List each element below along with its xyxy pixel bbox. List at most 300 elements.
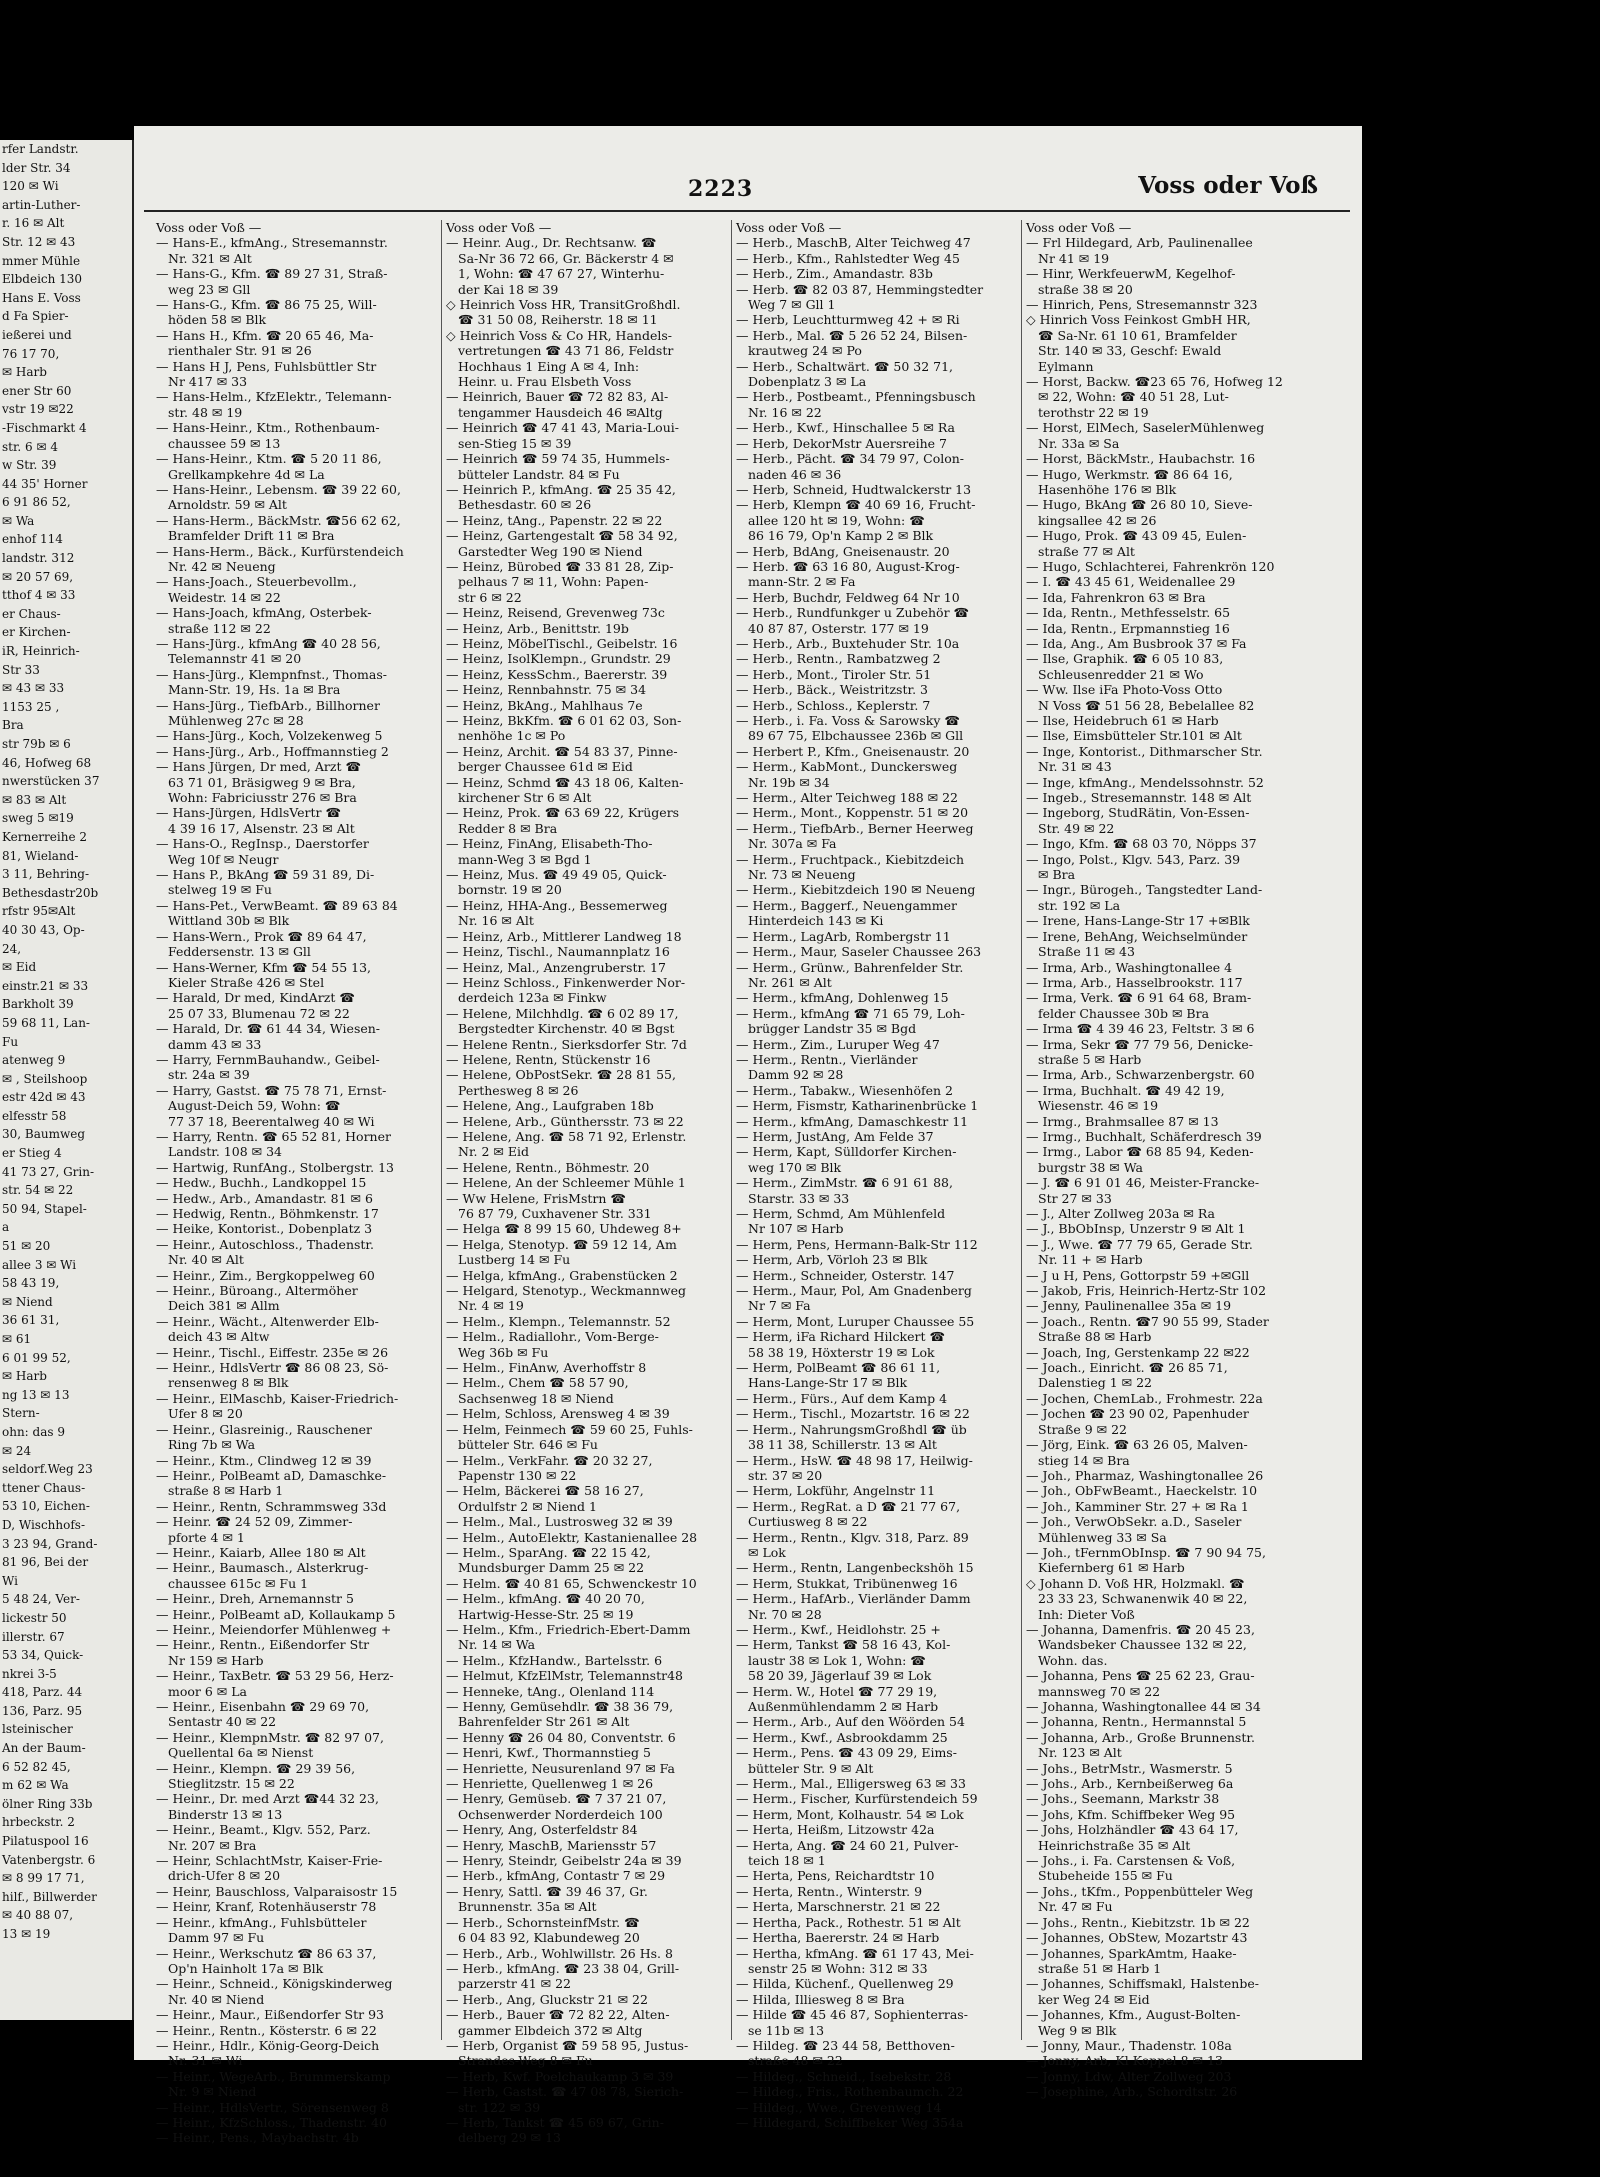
directory-entry-line: — Heinz, Mus. ☎ 49 49 05, Quick-: [446, 867, 667, 883]
directory-entry-line: — Herb., Rentn., Rambatzweg 2: [736, 651, 941, 667]
left-page-line: 51 ✉ 20: [2, 1239, 51, 1254]
left-page-line: ✉ , Steilshoop: [2, 1071, 88, 1086]
directory-entry-line: — Herta, Marschnerstr. 21 ✉ 22: [736, 1899, 941, 1915]
directory-entry-line: — Herm., Pens. ☎ 43 09 29, Eims-: [736, 1745, 957, 1761]
directory-entry-line: — Herm, Schmd, Am Mühlenfeld: [736, 1206, 946, 1221]
directory-entry-line: sen-Stieg 15 ✉ 39: [458, 435, 572, 451]
directory-entry-line: — Herb., Ang, Gluckstr 21 ✉ 22: [446, 1991, 648, 2007]
directory-entry-line: Starstr. 33 ✉ 33: [748, 1190, 850, 1206]
directory-entry-line: — Helm., SparAng. ☎ 22 15 42,: [446, 1544, 651, 1560]
directory-entry-line: — Heinr., Autoschloss., Thadenstr.: [156, 1236, 375, 1252]
directory-entry-line: — Herb., Rundfunkger u Zubehör ☎: [736, 605, 970, 621]
directory-entry-line: — Heinr., Meiendorfer Mühlenweg +: [156, 1621, 392, 1637]
directory-entry-line: — Johanna, Arb., Große Brunnenstr.: [1026, 1729, 1255, 1745]
directory-entry-line: — Herm., Kwf., Asbrookdamm 25: [736, 1729, 948, 1745]
directory-entry-line: Kieler Straße 426 ✉ Stel: [168, 974, 325, 990]
directory-entry-line: — Helm. ☎ 40 81 65, Schwenckestr 10: [446, 1575, 697, 1591]
left-page-line: 136, Parz. 95: [2, 1703, 83, 1718]
directory-entry-line: — Jonny, Maur., Thadenstr. 108a: [1026, 2037, 1232, 2053]
directory-entry-line: — Herm, JustAng, Am Felde 37: [736, 1128, 934, 1144]
directory-entry-line: Str 27 ✉ 33: [1038, 1190, 1112, 1206]
directory-entry-line: — Herm, iFa Richard Hilckert ☎: [736, 1329, 946, 1345]
directory-entry-line: Dobenplatz 3 ✉ La: [748, 374, 867, 390]
directory-entry-line: — Herb, Organist ☎ 59 58 95, Justus-: [446, 2037, 689, 2053]
directory-entry-line: — Henny ☎ 26 04 80, Conventstr. 6: [446, 1729, 676, 1745]
directory-entry-line: — Heinr, Kranf, Rotenhäuserstr 78: [156, 1899, 377, 1915]
directory-entry-line: mann-Str. 2 ✉ Fa: [748, 574, 856, 590]
directory-entry-line: — Helm., Mal., Lustrosweg 32 ✉ 39: [446, 1514, 673, 1530]
left-page-line: ohn: das 9: [2, 1424, 65, 1439]
directory-entry-line: — Helga ☎ 8 99 15 60, Uhdeweg 8+: [446, 1221, 682, 1237]
directory-entry-line: — Herm., RegRat. a D ☎ 21 77 67,: [736, 1498, 961, 1514]
directory-entry-line: — Henry, Sattl. ☎ 39 46 37, Gr.: [446, 1883, 648, 1899]
directory-entry-line: — Heinr., Dreh, Arnemannstr 5: [156, 1591, 354, 1607]
left-page-line: ✉ Eid: [2, 960, 37, 975]
directory-entry-line: straße 8 ✉ Harb 1: [168, 1483, 284, 1499]
left-page-line: Fu: [2, 1034, 19, 1049]
column-4: [1026, 220, 1306, 2100]
directory-entry-line: straße 51 ✉ Harb 1: [1038, 1960, 1162, 1976]
directory-entry-line: straße 48 ✉ 22: [748, 2053, 843, 2069]
directory-entry-line: — Helm., Chem ☎ 58 57 90,: [446, 1375, 629, 1391]
directory-entry-line: Dalenstieg 1 ✉ 22: [1038, 1375, 1153, 1391]
directory-entry-line: ker Weg 24 ✉ Eid: [1038, 1991, 1150, 2007]
directory-entry-line: deich 43 ✉ Altw: [168, 1329, 270, 1345]
directory-entry-line: rensenweg 8 ✉ Blk: [168, 1375, 289, 1391]
directory-entry-line: — Irma, Arb., Schwarzenbergstr. 60: [1026, 1067, 1255, 1083]
directory-entry-line: — Ida, Rentn., Methfesselstr. 65: [1026, 605, 1231, 621]
directory-entry-line: — Helm, Bäckerei ☎ 58 16 27,: [446, 1483, 644, 1499]
directory-entry-line: Nr 159 ✉ Harb: [168, 1652, 264, 1668]
directory-entry-line: Weg 10f ✉ Neugr: [168, 851, 279, 867]
left-page-line: tthof 4 ✉ 33: [2, 588, 76, 603]
directory-entry-line: Bergstedter Kirchenstr. 40 ✉ Bgst: [458, 1021, 675, 1037]
directory-entry-line: 76 87 79, Cuxhavener Str. 331: [458, 1206, 652, 1221]
directory-entry-line: Stieglitzstr. 15 ✉ 22: [168, 1776, 295, 1792]
directory-entry-line: — Jenny, Paulinenallee 35a ✉ 19: [1026, 1298, 1232, 1314]
directory-entry-line: chaussee 59 ✉ 13: [168, 435, 281, 451]
directory-entry-line: — Irma, Sekr ☎ 77 79 56, Denicke-: [1026, 1036, 1253, 1052]
left-page-line: a: [2, 1220, 10, 1235]
directory-entry-line: — Herm., Kiebitzdeich 190 ✉ Neueng: [736, 882, 976, 898]
directory-entry-line: — Henri, Kwf., Thormannstieg 5: [446, 1745, 651, 1761]
left-page-line: 1153 25 ,: [2, 699, 60, 714]
left-page-line: str 79b ✉ 6: [2, 737, 71, 751]
directory-entry-line: Landstr. 108 ✉ 34: [168, 1144, 282, 1160]
directory-entry-line: — Heinr., WegeArb., Brummerskamp: [156, 2068, 391, 2084]
directory-entry-line: — Herb, Schneid, Hudtwalckerstr 13: [736, 481, 972, 497]
directory-entry-line: str. 48 ✉ 19: [168, 404, 243, 420]
directory-entry-line: — Herta, Ang. ☎ 24 60 21, Pulver-: [736, 1837, 959, 1853]
left-page-line: ✉ Niend: [2, 1294, 53, 1309]
directory-entry-line: — Joach, Ing, Gerstenkamp 22 ✉22: [1026, 1344, 1250, 1360]
directory-entry-line: — Hans-Jürgen, HdlsVertr ☎: [156, 805, 342, 821]
directory-entry-line: Binderstr 13 ✉ 13: [168, 1806, 283, 1822]
left-page-line: 6 01 99 52,: [2, 1350, 71, 1365]
directory-entry-line: — Herm., Fischer, Kurfürstendeich 59: [736, 1791, 978, 1807]
directory-entry-line: 25 07 33, Blumenau 72 ✉ 22: [168, 1005, 350, 1021]
left-page-line: ✉ 40 88 07,: [2, 1908, 74, 1923]
directory-entry-line: — Heinz, Reisend, Grevenweg 73c: [446, 605, 665, 621]
left-page-line: ✉ Harb: [2, 365, 47, 380]
directory-entry-line: — Ilse, Eimsbütteler Str.101 ✉ Alt: [1026, 728, 1242, 744]
directory-entry-line: — Helm., AutoElektr, Kastanienallee 28: [446, 1529, 698, 1545]
directory-entry-line: terothstr 22 ✉ 19: [1038, 404, 1149, 420]
directory-entry-line: Arnoldstr. 59 ✉ Alt: [168, 497, 287, 513]
directory-entry-line: naden 46 ✉ 36: [748, 466, 842, 482]
directory-entry-line: — Joh., tFernmObInsp. ☎ 7 90 94 75,: [1026, 1544, 1266, 1560]
directory-entry-line: — Heinr., Eisenbahn ☎ 29 69 70,: [156, 1699, 370, 1714]
directory-entry-line: — Ingo, Polst., Klgv. 543, Parz. 39: [1026, 851, 1241, 867]
left-page-line: hrbeckstr. 2: [2, 1815, 75, 1830]
directory-entry-line: — Hans-Jürg., Koch, Volzekenweg 5: [156, 728, 383, 744]
directory-entry-line: — Johanna, Washingtonallee 44 ✉ 34: [1026, 1699, 1261, 1714]
directory-entry-line: — Herb., Mont., Tiroler Str. 51: [736, 666, 932, 682]
directory-entry-line: str. 192 ✉ La: [1038, 897, 1121, 913]
directory-entry-line: — Harald, Dr med, KindArzt ☎: [156, 990, 355, 1006]
directory-entry-line: — Hildeg., Wwe., Grevenweg 14: [736, 2099, 942, 2115]
left-page-line: str. 54 ✉ 22: [2, 1183, 74, 1198]
column-divider: [1021, 220, 1022, 2040]
directory-entry-line: — Herm., kfmAng, Damaschkestr 11: [736, 1113, 969, 1129]
directory-entry-line: ✉ 22, Wohn: ☎ 40 51 28, Lut-: [1038, 389, 1229, 405]
directory-entry-line: 40 87 87, Osterstr. 177 ✉ 19: [748, 620, 929, 636]
directory-entry-line: — Hugo, Prok. ☎ 43 09 45, Eulen-: [1026, 528, 1247, 544]
directory-entry-line: Nr. 2 ✉ Eid: [458, 1144, 529, 1160]
directory-entry-line: — Hugo, Werkmstr. ☎ 86 64 16,: [1026, 466, 1233, 482]
directory-entry-line: — Hans-Helm., KfzElektr., Telemann-: [156, 389, 392, 405]
left-page-line: ttener Chaus-: [2, 1480, 86, 1495]
left-page-line: 44 35' Horner: [2, 476, 88, 491]
directory-entry-line: — Herb, Buchdr, Feldweg 64 Nr 10: [736, 589, 960, 605]
directory-entry-line: Hartwig-Hesse-Str. 25 ✉ 19: [458, 1606, 634, 1622]
directory-entry-line: — Heinr., KlempnMstr. ☎ 82 97 07,: [156, 1729, 384, 1745]
directory-entry-line: — Johannes, Schiffsmakl, Halstenbe-: [1026, 1976, 1259, 1992]
directory-entry-line: Nr. 40 ✉ Niend: [168, 1991, 265, 2007]
left-page-line: 30, Baumweg: [2, 1127, 86, 1142]
directory-entry-line: — Harry, Rentn. ☎ 65 52 81, Horner: [156, 1128, 391, 1144]
directory-entry-line: — Joh., VerwObSekr. a.D., Saseler: [1026, 1514, 1242, 1530]
directory-entry-line: — Ww Helene, FrisMstrn ☎: [446, 1190, 626, 1206]
directory-entry-line: ☎ 31 50 08, Reiherstr. 18 ✉ 11: [458, 312, 658, 328]
directory-entry-line: — Hans-Jürg., TiefbArb., Billhorner: [156, 697, 380, 713]
directory-entry-line: Hans-Lange-Str 17 ✉ Blk: [748, 1375, 908, 1391]
left-page-line: allee 3 ✉ Wi: [2, 1257, 77, 1272]
directory-entry-line: Damm 92 ✉ 28: [748, 1067, 844, 1083]
directory-entry-line: — Hertha, kfmAng. ☎ 61 17 43, Mei-: [736, 1945, 974, 1961]
directory-entry-line: Ufer 8 ✉ 20: [168, 1406, 243, 1422]
directory-entry-line: — Heinz, BkAng., Mahlhaus 7e: [446, 697, 643, 713]
left-page-line: Vatenbergstr. 6: [2, 1852, 96, 1867]
column-divider: [731, 220, 732, 2040]
directory-entry-line: — Hans-Pet., VerwBeamt. ☎ 89 63 84: [156, 897, 398, 913]
directory-entry-line: — Irmg., Brahmsallee 87 ✉ 13: [1026, 1113, 1219, 1129]
directory-entry-line: Str. 49 ✉ 22: [1038, 820, 1115, 836]
directory-entry-line: — Herb., SchornsteinfMstr. ☎: [446, 1914, 640, 1930]
directory-entry-line: — Horst, ElMech, SaselerMühlenweg: [1026, 420, 1265, 436]
directory-entry-line: Curtiusweg 8 ✉ 22: [748, 1514, 868, 1530]
directory-entry-line: Brunnenstr. 35a ✉ Alt: [458, 1899, 597, 1915]
left-page-line: Pilatuspool 16: [2, 1834, 89, 1849]
directory-entry-line: — Herb., Bäck., Weistritzstr. 3: [736, 682, 928, 698]
left-page-line: w Str. 39: [2, 458, 57, 473]
left-page-line: Bra: [2, 718, 24, 733]
directory-entry-line: — Helene, Ang. ☎ 58 71 92, Erlenstr.: [446, 1128, 687, 1144]
directory-entry-line: — Herm., NahrungsmGroßhdl ☎ üb: [736, 1421, 967, 1437]
directory-entry-line: — Hans-Jürg., Klempnfnst., Thomas-: [156, 666, 388, 682]
directory-entry-line: — Heinr, SchlachtMstr, Kaiser-Frie-: [156, 1853, 383, 1869]
directory-entry-line: — Herm, Arb, Vörloh 23 ✉ Blk: [736, 1252, 928, 1268]
directory-entry-line: ◇ Heinrich Voss HR, TransitGroßhdl.: [446, 297, 681, 313]
directory-entry-line: — Herm., Maur, Saseler Chaussee 263: [736, 944, 982, 960]
directory-entry-line: — Helm., Klempn., Telemannstr. 52: [446, 1313, 671, 1329]
directory-entry-line: — Heinrich ☎ 47 41 43, Maria-Loui-: [446, 420, 679, 436]
left-page-line: einstr.21 ✉ 33: [2, 978, 89, 993]
directory-entry-line: Mundsburger Damm 25 ✉ 22: [458, 1560, 645, 1576]
directory-entry-line: — Hedw., Arb., Amandastr. 81 ✉ 6: [156, 1190, 373, 1206]
left-page-line: atenweg 9: [2, 1053, 66, 1068]
left-page-line: 6 91 86 52,: [2, 495, 71, 510]
directory-entry-line: — Heinr., PolBeamt aD, Damaschke-: [156, 1467, 387, 1483]
directory-entry-line: — Ilse, Graphik. ☎ 6 05 10 83,: [1026, 651, 1224, 667]
left-page-line: 81, Wieland-: [2, 848, 79, 863]
left-page-line: mmer Mühle: [2, 253, 81, 268]
directory-entry-line: — Helene, Rentn, Stückenstr 16: [446, 1051, 651, 1067]
directory-entry-line: — Heinz, MöbelTischl., Geibelstr. 16: [446, 635, 678, 651]
directory-entry-line: str. 37 ✉ 20: [748, 1467, 823, 1483]
directory-entry-line: N Voss ☎ 51 56 28, Bebelallee 82: [1038, 697, 1255, 713]
directory-entry-line: Straße 11 ✉ 43: [1038, 944, 1135, 960]
directory-entry-line: — Herm., Zim., Luruper Weg 47: [736, 1036, 940, 1052]
directory-entry-line: — Irma ☎ 4 39 46 23, Feltstr. 3 ✉ 6: [1026, 1021, 1255, 1037]
directory-entry-line: — Heinrich ☎ 59 74 35, Hummels-: [446, 451, 670, 467]
directory-entry-line: — Heinr., Hdlr., König-Georg-Deich: [156, 2037, 380, 2053]
directory-entry-line: — Heinz, Arb., Mittlerer Landweg 18: [446, 928, 682, 944]
column-3: [736, 220, 1016, 2130]
directory-entry-line: Ring 7b ✉ Wa: [168, 1437, 256, 1453]
directory-entry-line: — Johannes, Kfm., August-Bolten-: [1026, 2007, 1241, 2023]
left-page-line: ✉ 83 ✉ Alt: [2, 792, 67, 807]
directory-entry-line: Weidestr. 14 ✉ 22: [168, 589, 281, 605]
left-page-line: lder Str. 34: [2, 160, 71, 175]
left-page-line: hilf., Billwerder: [2, 1889, 97, 1904]
directory-entry-line: — Hans Jürgen, Dr med, Arzt ☎: [156, 759, 362, 775]
left-page-line: 81 96, Bei der: [2, 1555, 89, 1570]
directory-entry-line: — Helm., Kfm., Friedrich-Ebert-Damm: [446, 1621, 691, 1637]
left-page-line: rfer Landstr.: [2, 142, 79, 156]
directory-entry-line: Kiefernberg 61 ✉ Harb: [1038, 1560, 1185, 1576]
directory-entry-line: — Harry, Gastst. ☎ 75 78 71, Ernst-: [156, 1082, 387, 1098]
directory-entry-line: — Helm, Schloss, Arensweg 4 ✉ 39: [446, 1406, 670, 1422]
directory-entry-line: — Herb., Arb., Buxtehuder Str. 10a: [736, 635, 960, 651]
directory-entry-line: — Herb, Leuchtturmweg 42 + ✉ Ri: [736, 312, 960, 328]
directory-entry-line: — J. ☎ 6 91 01 46, Meister-Francke-: [1026, 1175, 1260, 1191]
directory-entry-line: — Jakob, Fris, Heinrich-Hertz-Str 102: [1026, 1283, 1267, 1299]
directory-entry-line: Stubeheide 155 ✉ Fu: [1038, 1868, 1173, 1884]
directory-entry-line: — Herm., Grünw., Bahrenfelder Str.: [736, 959, 964, 975]
directory-entry-line: Grellkampkehre 4d ✉ La: [168, 466, 325, 482]
directory-entry-line: Straße 9 ✉ 22: [1038, 1421, 1128, 1437]
directory-entry-line: — Irma, Arb., Washingtonallee 4: [1026, 959, 1233, 975]
directory-entry-line: — Helene, An der Schleemer Mühle 1: [446, 1175, 686, 1191]
directory-entry-line: — Irene, BehAng, Weichselmünder: [1026, 928, 1248, 944]
directory-entry-line: brügger Landstr 35 ✉ Bgd: [748, 1021, 917, 1037]
directory-entry-line: — Jochen, ChemLab., Frohmestr. 22a: [1026, 1390, 1263, 1406]
directory-entry-line: mannsweg 70 ✉ 22: [1038, 1683, 1161, 1699]
directory-entry-line: — Hans-Heinr., Ktm. ☎ 5 20 11 86,: [156, 451, 382, 467]
left-page-line: d Fa Spier-: [2, 309, 69, 324]
left-page-line: ng 13 ✉ 13: [2, 1387, 70, 1402]
directory-entry-line: — Herm, Kapt, Sülldorfer Kirchen-: [736, 1144, 957, 1160]
directory-entry-line: — Hildegard, Schiffbeker Weg 354a: [736, 2114, 964, 2130]
directory-entry-line: Heinrichstraße 35 ✉ Alt: [1038, 1837, 1191, 1853]
directory-entry-line: bütteler Str. 646 ✉ Fu: [458, 1437, 598, 1453]
directory-entry-line: — Herm. W., Hotel ☎ 77 29 19,: [736, 1683, 938, 1699]
directory-entry-line: 38 11 38, Schillerstr. 13 ✉ Alt: [748, 1437, 937, 1453]
directory-entry-line: Straße 88 ✉ Harb: [1038, 1329, 1152, 1345]
directory-entry-line: derdeich 123a ✉ Finkw: [458, 990, 607, 1006]
directory-entry-line: Inh: Dieter Voß: [1038, 1606, 1135, 1622]
directory-entry-line: Wiesenstr. 46 ✉ 19: [1038, 1098, 1159, 1114]
directory-entry-line: — Herb., Schloss., Keplerstr. 7: [736, 697, 931, 713]
left-page-line: Elbdeich 130: [2, 272, 83, 287]
directory-entry-line: — Hans H J, Pens, Fuhlsbüttler Str: [156, 358, 377, 374]
directory-entry-line: — Heinr., Klempn. ☎ 29 39 56,: [156, 1760, 356, 1776]
directory-entry-line: Nr 41 ✉ 19: [1038, 250, 1110, 266]
directory-entry-line: — Heinz Schloss., Finkenwerder Nor-: [446, 974, 686, 990]
directory-entry-line: — Heinz, Archit. ☎ 54 83 37, Pinne-: [446, 743, 678, 759]
directory-entry-line: — Herb, Gastst. ☎ 47 08 78, Sierich-: [446, 2084, 684, 2100]
directory-entry-line: — Herm, Tankst ☎ 58 16 43, Kol-: [736, 1637, 951, 1653]
left-page-line: 24,: [2, 941, 22, 956]
directory-entry-line: — Henneke, tAng., Olenland 114: [446, 1683, 655, 1699]
column-head: Voss oder Voß —: [156, 220, 262, 235]
directory-entry-line: — Johanna, Damenfris. ☎ 20 45 23,: [1026, 1621, 1255, 1637]
directory-entry-line: — Helga, Stenotyp. ☎ 59 12 14, Am: [446, 1236, 677, 1252]
directory-entry-line: — Herm, PolBeamt ☎ 86 61 11,: [736, 1360, 941, 1376]
left-page-line: 13 ✉ 19: [2, 1927, 51, 1941]
directory-entry-line: — J u H, Pens, Gottorpstr 59 +✉Gll: [1026, 1267, 1250, 1283]
directory-entry-line: weg 170 ✉ Blk: [748, 1159, 842, 1175]
left-page-line: 36 61 31,: [2, 1313, 60, 1328]
directory-entry-line: Ochsenwerder Norderdeich 100: [458, 1806, 663, 1822]
directory-entry-line: — Henriette, Quellenweg 1 ✉ 26: [446, 1776, 654, 1792]
left-page-line: r. 16 ✉ Alt: [2, 216, 65, 231]
directory-entry-line: — Henriette, Neusurenland 97 ✉ Fa: [446, 1760, 675, 1776]
directory-entry-line: — Hildeg. ☎ 23 44 58, Betthoven-: [736, 2037, 955, 2053]
directory-entry-line: ✉ Lok: [748, 1544, 786, 1560]
column-head: Voss oder Voß —: [1026, 220, 1132, 235]
directory-entry-line: bütteler Landstr. 84 ✉ Fu: [458, 466, 620, 482]
directory-entry-line: — Hans-O., RegInsp., Daerstorfer: [156, 836, 369, 852]
directory-entry-line: str. 24a ✉ 39: [168, 1067, 250, 1083]
left-page-line: ✉ 61: [2, 1332, 32, 1346]
directory-entry-line: — Heinz, Rennbahnstr. 75 ✉ 34: [446, 682, 647, 698]
directory-entry-line: Nr. 207 ✉ Bra: [168, 1837, 257, 1853]
directory-entry-line: mann-Weg 3 ✉ Bgd 1: [458, 851, 592, 867]
directory-entry-line: Ordulfstr 2 ✉ Niend 1: [458, 1498, 597, 1514]
directory-entry-line: ◇ Johann D. Voß HR, Holzmakl. ☎: [1026, 1575, 1245, 1591]
directory-entry-line: — Herta, Pens, Reichardtstr 10: [736, 1868, 935, 1884]
directory-page: [134, 126, 1362, 2146]
directory-entry-line: senstr 25 ✉ Wohn: 312 ✉ 33: [748, 1960, 928, 1976]
directory-entry-line: — Hildeg., Fris., Rothenbaumch. 22: [736, 2084, 964, 2100]
directory-entry-line: Nr. 16 ✉ Alt: [458, 913, 534, 929]
directory-entry-line: — Henry, Ang, Osterfeldstr 84: [446, 1822, 638, 1838]
directory-entry-line: Nr. 261 ✉ Alt: [748, 974, 832, 990]
left-page-line: 58 43 19,: [2, 1276, 60, 1291]
directory-entry-line: Nr. 4 ✉ 19: [458, 1298, 524, 1314]
left-page-line: ✉ 43 ✉ 33: [2, 681, 65, 696]
directory-entry-line: felder Chaussee 30b ✉ Bra: [1038, 1005, 1210, 1021]
directory-entry-line: — Johs., Rentn., Kiebitzstr. 1b ✉ 22: [1026, 1914, 1250, 1930]
directory-entry-line: — Henny, Gemüsehdlr. ☎ 38 36 79,: [446, 1699, 674, 1714]
directory-entry-line: — Herm., ZimMstr. ☎ 6 91 61 88,: [736, 1175, 953, 1191]
directory-entry-line: — Heinr. ☎ 24 52 09, Zimmer-: [156, 1514, 353, 1530]
directory-entry-line: — Helene, Milchhdlg. ☎ 6 02 89 17,: [446, 1005, 679, 1021]
directory-entry-line: — Herm., KabMont., Dunckersweg: [736, 759, 958, 775]
directory-entry-line: Mühlenweg 27c ✉ 28: [168, 713, 304, 728]
directory-entry-line: — Jonny, Ldw, Alter Zollweg 203: [1026, 2068, 1232, 2084]
directory-entry-line: — Helene, ObPostSekr. ☎ 28 81 55,: [446, 1067, 676, 1083]
directory-entry-line: Damm 97 ✉ Fu: [168, 1930, 265, 1946]
directory-entry-line: — Joh., ObFwBeamt., Haeckelstr. 10: [1026, 1483, 1258, 1499]
directory-entry-line: — Johs., tKfm., Poppenbütteler Weg: [1026, 1883, 1254, 1899]
left-page-line: Hans E. Voss: [2, 290, 81, 305]
left-page-fragment: [0, 140, 135, 2020]
directory-entry-line: — Herb., kfmAng, Contastr 7 ✉ 29: [446, 1868, 666, 1884]
directory-entry-line: — Johannes, ObStew, Mozartstr 43: [1026, 1930, 1248, 1946]
left-page-line: 59 68 11, Lan-: [2, 1015, 90, 1030]
directory-entry-line: — Johs, Holzhändler ☎ 43 64 17,: [1026, 1822, 1239, 1838]
directory-entry-line: — Herm., Fürs., Auf dem Kamp 4: [736, 1390, 948, 1406]
directory-entry-line: allee 120 ht ✉ 19, Wohn: ☎: [748, 512, 925, 528]
left-page-line: Stern-: [2, 1406, 40, 1421]
directory-entry-line: — Hinr, WerkfeuerwM, Kegelhof-: [1026, 266, 1236, 282]
directory-entry-line: Strandes-Weg 8 ✉ Fu: [458, 2053, 593, 2069]
left-page-line: estr 42d ✉ 43: [2, 1090, 86, 1105]
directory-entry-line: — Herm., Maur, Pol, Am Gnadenberg: [736, 1283, 972, 1299]
directory-entry-line: — Hildeg., Schneid., Isebekstr. 28: [736, 2068, 952, 2084]
directory-entry-line: — Hilda, Illiesweg 8 ✉ Bra: [736, 1991, 905, 2007]
directory-entry-line: Bethesdastr. 60 ✉ 26: [458, 497, 592, 513]
directory-entry-line: — Herm., kfmAng, Dohlenweg 15: [736, 990, 949, 1006]
directory-entry-line: — Jochen ☎ 23 90 02, Papenhuder: [1026, 1406, 1249, 1422]
running-head: Voss oder Voß: [1138, 172, 1318, 199]
directory-entry-line: — Harald, Dr. ☎ 61 44 34, Wiesen-: [156, 1021, 381, 1037]
left-page-line: ener Str 60: [2, 383, 72, 398]
directory-entry-line: — Joh., Kamminer Str. 27 + ✉ Ra 1: [1026, 1498, 1249, 1514]
directory-entry-line: Wittland 30b ✉ Blk: [168, 913, 290, 929]
directory-entry-line: — Jörg, Eink. ☎ 63 26 05, Malven-: [1026, 1437, 1248, 1453]
directory-entry-line: Perthesweg 8 ✉ 26: [458, 1082, 579, 1098]
directory-entry-line: — Heinz, Prok. ☎ 63 69 22, Krügers: [446, 805, 680, 821]
page-number: 2223: [688, 176, 754, 202]
directory-entry-line: — Ingeborg, StudRätin, Von-Essen-: [1026, 805, 1250, 821]
directory-entry-line: 58 38 19, Höxterstr 19 ✉ Lok: [748, 1344, 935, 1360]
directory-entry-line: — Herb, BdAng, Gneisenaustr. 20: [736, 543, 950, 559]
directory-entry-line: — Heinz, Bürobed ☎ 33 81 28, Zip-: [446, 558, 674, 574]
directory-entry-line: — Heinz, Arb., Benittstr. 19b: [446, 620, 629, 636]
directory-entry-line: — Herm., Mont., Koppenstr. 51 ✉ 20: [736, 805, 969, 821]
directory-entry-line: Wohn: Fabriciusstr 276 ✉ Bra: [168, 790, 357, 806]
directory-entry-line: — Henry, MaschB, Mariensstr 57: [446, 1837, 657, 1853]
directory-entry-line: — Hans-Werner, Kfm ☎ 54 55 13,: [156, 959, 372, 975]
directory-entry-line: — Heinr., Rentn., Kösterstr. 6 ✉ 22: [156, 2022, 377, 2038]
directory-entry-line: Telemannstr 41 ✉ 20: [168, 651, 302, 667]
directory-entry-line: — Heinr., Wächt., Altenwerder Elb-: [156, 1313, 379, 1329]
directory-entry-line: — Ida, Ang., Am Busbrook 37 ✉ Fa: [1026, 635, 1247, 651]
